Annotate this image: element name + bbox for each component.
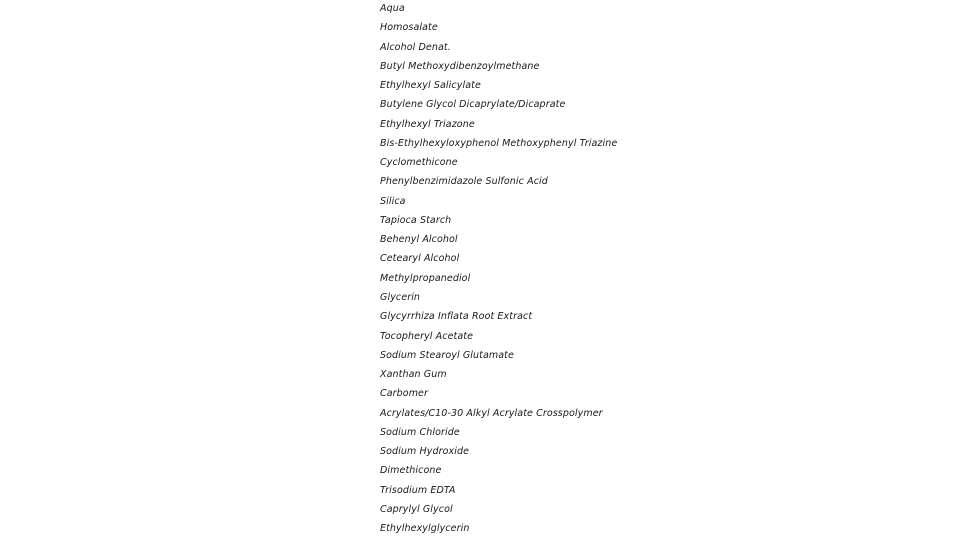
ingredient-item: Sodium Stearoyl Glutamate (380, 349, 514, 361)
ingredient-item: Trisodium EDTA (380, 484, 456, 496)
ingredient-item: Carbomer (380, 388, 429, 400)
ingredient-item: Ethylhexylglycerin (380, 523, 470, 535)
ingredient-list (380, 0, 617, 538)
ingredient-item: Bis-Ethylhexyloxyphenol Methoxyphenyl Triazine (380, 137, 618, 149)
ingredient-item: Glycerin (380, 291, 421, 303)
ingredient-item: Dimethicone (380, 465, 442, 477)
ingredient-item: Butyl Methoxydibenzoylmethane (380, 60, 540, 72)
ingredient-item: Caprylyl Glycol (380, 503, 453, 515)
ingredient-item: Cetearyl Alcohol (380, 253, 460, 265)
ingredient-item: Butylene Glycol Dicaprylate/Dicaprate (380, 99, 566, 111)
ingredient-item: Homosalate (380, 22, 438, 34)
ingredient-item: Xanthan Gum (380, 369, 447, 381)
ingredient-item: Tocopheryl Acetate (380, 330, 474, 342)
ingredient-item: Aqua (380, 3, 405, 14)
ingredient-item: Alcohol Denat. (380, 41, 451, 53)
ingredient-item: Glycyrrhiza Inflata Root Extract (380, 311, 533, 323)
ingredient-item: Tapioca Starch (380, 214, 452, 226)
ingredient-item: Ethylhexyl Triazone (380, 118, 475, 130)
ingredient-item: Sodium Hydroxide (380, 446, 470, 458)
ingredient-item: Cyclomethicone (380, 157, 458, 169)
ingredient-item: Sodium Chloride (380, 426, 460, 438)
ingredient-item: Behenyl Alcohol (380, 234, 458, 246)
ingredient-item: Acrylates/C10-30 Alkyl Acrylate Crosspolymer (380, 407, 603, 419)
ingredient-item: Ethylhexyl Salicylate (380, 80, 481, 92)
ingredient-item: Silica (380, 195, 406, 207)
ingredient-item: Phenylbenzimidazole Sulfonic Acid (380, 176, 548, 188)
ingredient-item: Methylpropanediol (380, 272, 471, 284)
